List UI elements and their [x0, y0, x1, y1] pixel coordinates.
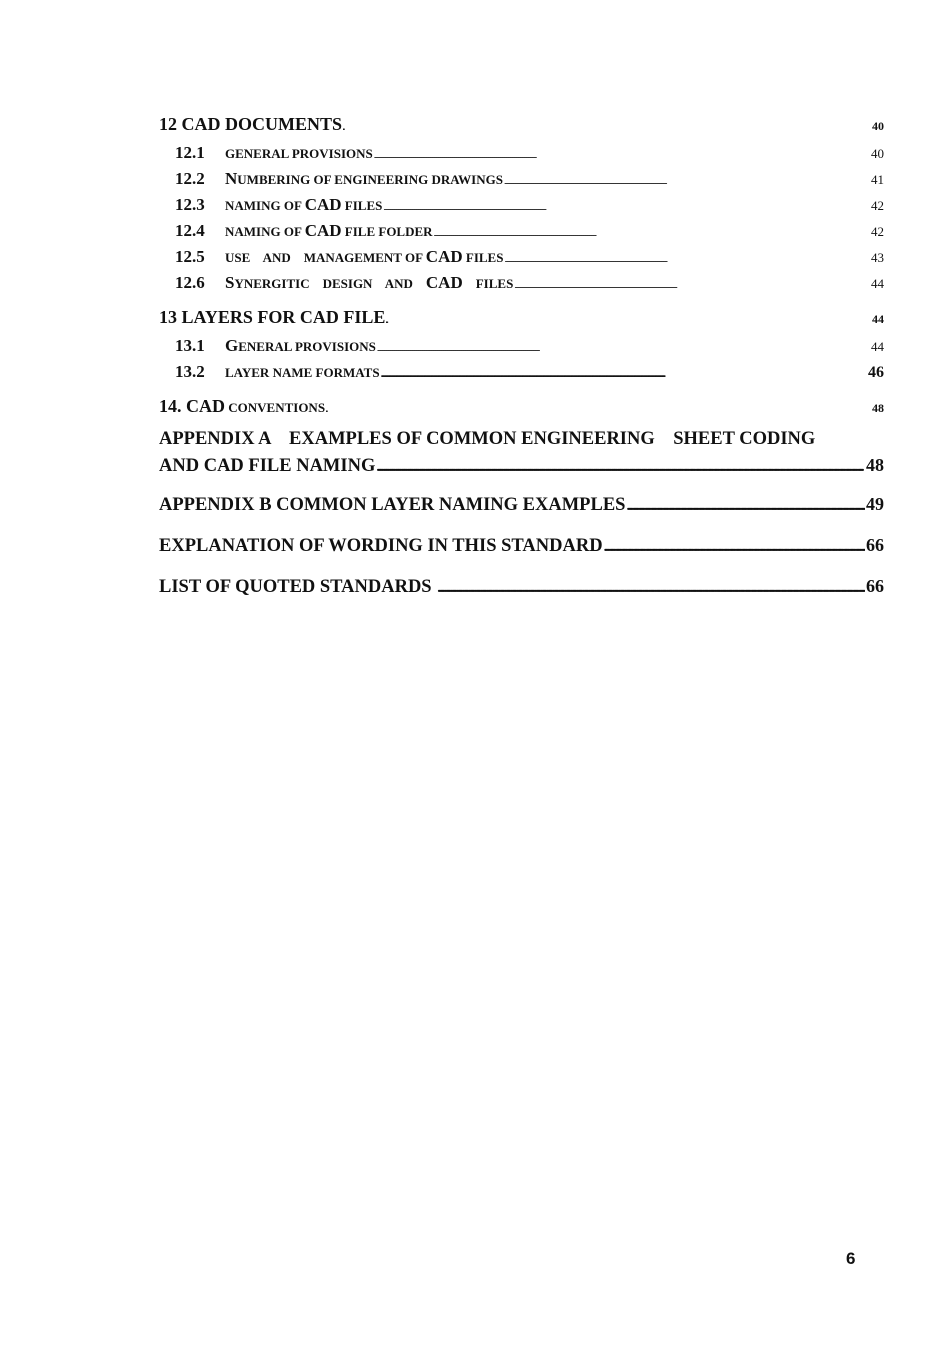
toc-entry-12-4[interactable]	[159, 221, 884, 247]
dot-leader	[377, 344, 870, 353]
section-title-cad: CAD	[425, 273, 463, 292]
toc-entry-title: 13 LAYERS FOR CAD FILE	[159, 307, 386, 327]
chapter-prefix: 14. CAD	[159, 396, 225, 416]
section-number: 12.4	[175, 221, 205, 240]
section-title-suffix: FILE FOLDER	[341, 224, 433, 239]
section-title-cad: CAD	[304, 221, 342, 240]
toc-entry-page: 46	[868, 364, 884, 381]
toc-entry-page: 44	[872, 312, 884, 326]
toc-entry-quoted-standards[interactable]	[159, 573, 884, 602]
dot-leader	[374, 151, 870, 160]
dot-leader	[604, 535, 865, 561]
toc-entry-page: 48	[866, 455, 884, 475]
toc-entry-12-2[interactable]	[159, 169, 884, 195]
toc-entry-appendix-a-line1[interactable]: APPENDIX A EXAMPLES OF COMMON ENGINEERING SHEET CODING	[159, 429, 816, 449]
toc-entry-page: 40	[872, 119, 884, 133]
toc-entry-page: 48	[872, 401, 884, 415]
section-number: 13.1	[175, 336, 205, 355]
toc-entry-12-3[interactable]	[159, 195, 884, 221]
toc-entry-page: 44	[871, 339, 884, 354]
section-number: 12.3	[175, 195, 205, 214]
dot-leader	[504, 177, 870, 186]
section-title-prefix: USE AND MANAGEMENT OF	[225, 250, 426, 265]
toc-entry-page: 49	[866, 494, 884, 514]
dot-leader	[386, 315, 871, 325]
section-number: 12.1	[175, 143, 205, 162]
table-of-contents	[159, 114, 884, 602]
section-number: 13.2	[175, 362, 205, 381]
toc-entry-page: 44	[871, 276, 884, 291]
dot-leader	[381, 368, 867, 380]
toc-entry-title: EXPLANATION OF WORDING IN THIS STANDARD	[159, 536, 603, 556]
toc-entry-12-5[interactable]	[159, 247, 884, 273]
section-number: 12.6	[175, 273, 205, 292]
toc-entry-12-1[interactable]	[159, 143, 884, 169]
toc-entry-chapter-13[interactable]	[159, 307, 884, 328]
toc-entry-chapter-14[interactable]	[159, 396, 884, 417]
section-title-cad: CAD	[304, 195, 342, 214]
toc-entry-page: 40	[871, 146, 884, 161]
dot-leader	[343, 122, 871, 132]
dot-leader	[626, 494, 865, 520]
toc-entry-title: APPENDIX B COMMON LAYER NAMING EXAMPLES	[159, 495, 626, 515]
section-title: GENERAL PROVISIONS	[225, 146, 373, 161]
toc-entry-title: 12 CAD DOCUMENTS	[159, 114, 343, 134]
dot-leader	[434, 229, 870, 238]
section-title-suffix: FILES	[341, 198, 383, 213]
toc-entry-page: 42	[871, 224, 884, 239]
toc-entry-page: 66	[866, 576, 884, 596]
section-title-initial: S	[225, 273, 235, 292]
section-title-prefix: NAMING OF	[225, 198, 305, 213]
dot-leader	[504, 255, 870, 264]
section-title-suffix: FILES	[462, 276, 514, 291]
section-number: 12.5	[175, 247, 205, 266]
section-title-prefix: NAMING OF	[225, 224, 305, 239]
toc-entry-page: 41	[871, 172, 884, 187]
toc-entry-12-6[interactable]	[159, 273, 884, 299]
toc-entry-page: 42	[871, 198, 884, 213]
dot-leader	[326, 404, 871, 414]
page-number: 6	[846, 1249, 856, 1268]
toc-entry-title: LIST OF QUOTED STANDARDS	[159, 577, 437, 597]
section-title-prefix: YNERGITIC DESIGN AND	[234, 276, 426, 291]
toc-entry-explanation[interactable]	[159, 532, 884, 561]
toc-entry-appendix-a[interactable]	[159, 452, 884, 481]
toc-entry-chapter-12[interactable]	[159, 114, 884, 135]
dot-leader	[383, 203, 870, 212]
toc-entry-appendix-b[interactable]	[159, 491, 884, 520]
section-title-cad: CAD	[425, 247, 463, 266]
section-title: ENERAL PROVISIONS	[238, 339, 376, 354]
section-title-initial: G	[225, 336, 239, 355]
chapter-title: CONVENTIONS	[225, 400, 326, 415]
toc-entry-page: 43	[871, 250, 884, 265]
toc-entry-13-2[interactable]	[159, 362, 884, 388]
toc-entry-page: 66	[866, 535, 884, 555]
toc-entry-title: AND CAD FILE NAMING	[159, 456, 376, 476]
section-title-suffix: FILES	[462, 250, 504, 265]
toc-entry-13-1[interactable]	[159, 336, 884, 362]
section-title: UMBERING OF ENGINEERING DRAWINGS	[237, 172, 503, 187]
section-title: LAYER NAME FORMATS	[225, 365, 380, 380]
section-number: 12.2	[175, 169, 205, 188]
dot-leader	[514, 281, 870, 290]
section-title-initial: N	[225, 169, 238, 188]
dot-leader	[376, 455, 865, 481]
dot-leader	[437, 576, 865, 602]
